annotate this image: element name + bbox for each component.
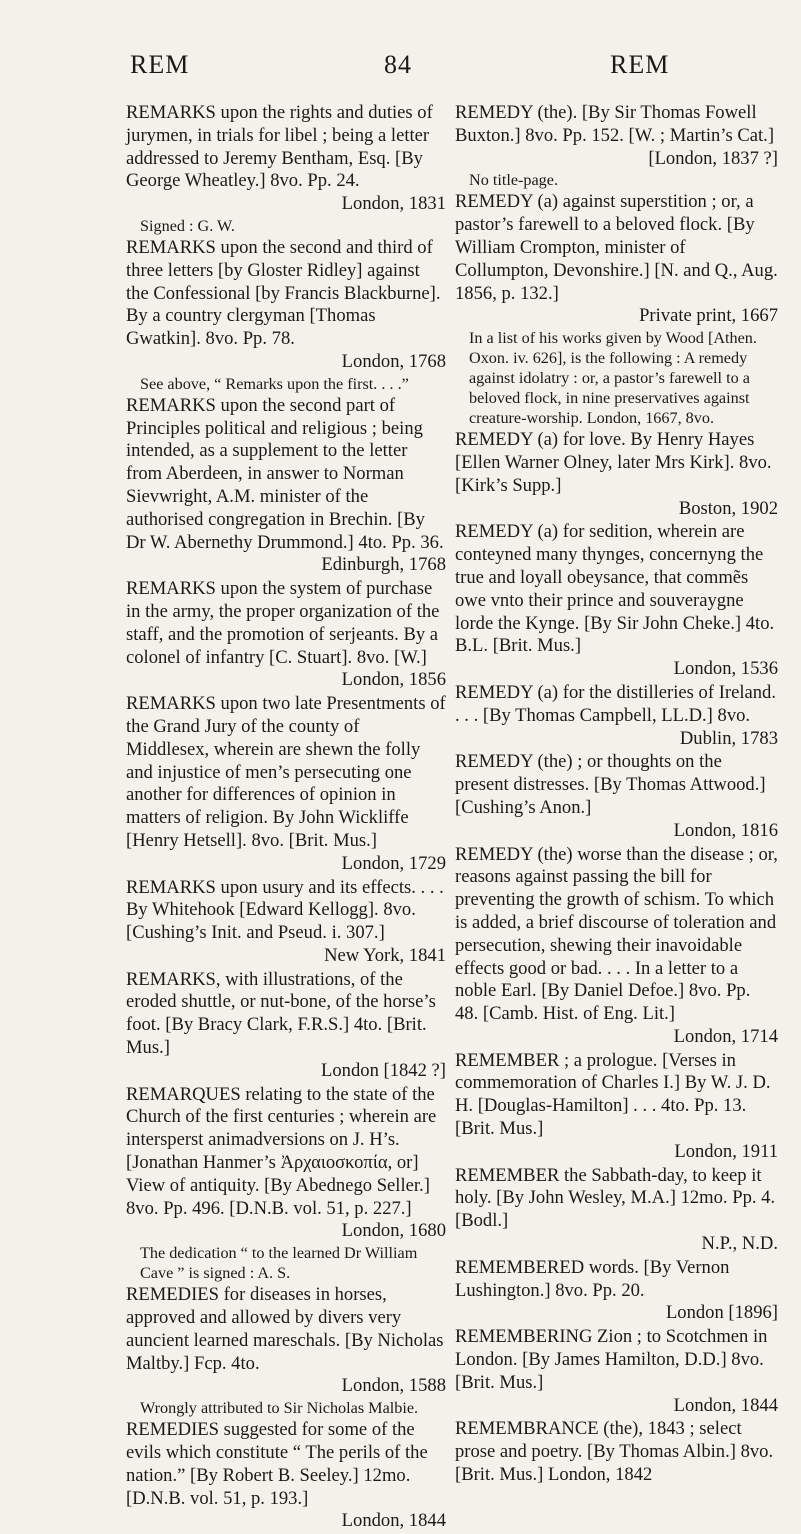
entry-imprint: London [1842 ?] xyxy=(321,1059,446,1081)
entry xyxy=(126,1419,446,1533)
entry-imprint: Boston, 1902 xyxy=(678,497,778,519)
entry-text: REMEDIES suggested for some of the evils which constitute “ The perils of the nation.” [By Robert B. Seeley.] 12mo. [D.N.B. vol. 51, p. 193.] xyxy=(126,1419,428,1509)
entry-imprint: Dublin, 1783 xyxy=(679,727,778,749)
entry-note: The dedication “ to the learned Dr William Cave ” is signed : A. S. xyxy=(140,1244,418,1283)
entry xyxy=(455,102,778,190)
entry-imprint: London, 1768 xyxy=(341,350,446,372)
page-number: 84 xyxy=(384,50,412,79)
header-right: REM xyxy=(610,50,670,79)
entry-note: In a list of his works given by Wood [Athen. Oxon. iv. 626], is the following : A remedy against idolatry : or, a pastor’s farewell to a beloved flock, in nine preservatives against creature-worship. London, 1667, 8vo. xyxy=(469,329,757,428)
right-column xyxy=(455,102,778,1488)
header-left: REM xyxy=(130,50,190,79)
entry-text: REMEDY (a) for sedition, wherein are conteyned many thynges, concernyng the true and loyall obeysance, that commẽs owe vnto their prince and souveraygne lorde the Kynge. [By Sir John Cheke.] 4to. B.L. [Brit. Mus.] xyxy=(455,521,775,657)
entry xyxy=(455,751,778,842)
entry-imprint: London, 1816 xyxy=(673,819,778,841)
entry-text: REMEMBERED words. [By Vernon Lushington.] 8vo. Pp. 20. xyxy=(455,1256,730,1301)
entry xyxy=(126,102,446,236)
entry-text: REMARKS upon the second part of Principles political and religious ; being intended, as a supplement to the letter from Aberdeen, in answer to Norman Sievwright, A.M. minister of the authorised congregation in Brechin. [By Dr W. Abernethy Drummond.] 4to. Pp. 36. xyxy=(126,394,444,553)
entry xyxy=(455,1257,778,1325)
running-header xyxy=(0,50,801,82)
entry-text: REMEMBERING Zion ; to Scotchmen in London. [By James Hamilton, D.D.] 8vo. [Brit. Mus.] xyxy=(455,1326,768,1393)
entry xyxy=(126,969,446,1083)
entry xyxy=(126,578,446,692)
entry xyxy=(126,1284,446,1418)
entry-text: REMEMBER ; a prologue. [Verses in commemoration of Charles I.] By W. J. D. H. [Douglas-Hamilton] . . . 4to. Pp. 13. [Brit. Mus.] xyxy=(455,1049,771,1140)
entry-text: REMEDY (a) for the distilleries of Ireland. . . . [By Thomas Campbell, LL.D.] 8vo. xyxy=(455,681,776,726)
entry-imprint: N.P., N.D. xyxy=(701,1233,778,1255)
entry xyxy=(455,429,778,520)
entry xyxy=(126,693,446,875)
entry-imprint: London, 1831 xyxy=(341,193,446,215)
entry-text: REMEDY (the). [By Sir Thomas Fowell Buxton.] 8vo. Pp. 152. [W. ; Martin’s Cat.] xyxy=(455,102,775,146)
entry-note: See above, “ Remarks upon the first. . . .” xyxy=(140,374,409,393)
entry-imprint: London, 1844 xyxy=(673,1394,778,1416)
entry xyxy=(126,1084,446,1284)
entry xyxy=(455,1418,778,1486)
entry-note: Wrongly attributed to Sir Nicholas Malbie. xyxy=(140,1399,419,1418)
entry-imprint: London, 1729 xyxy=(341,852,446,874)
entry-imprint: London, 1844 xyxy=(341,1510,446,1532)
entry-text: REMARKS upon two late Presentments of the Grand Jury of the county of Middlesex, wherein are shewn the folly and injustice of men’s persecuting one another for differences of opinion in matters of religion. By John Wickliffe [Henry Hetsell]. 8vo. [Brit. Mus.] xyxy=(126,693,446,851)
entry xyxy=(126,237,446,394)
entry-imprint: Private print, 1667 xyxy=(639,305,778,327)
entry-text: REMEDIES for diseases in horses, approved and allowed by divers very auncient learned mareschals. [By Nicholas Maltby.] Fcp. 4to. xyxy=(126,1284,444,1374)
entry-imprint: London, 1588 xyxy=(341,1375,446,1397)
entry-imprint: London, 1680 xyxy=(341,1220,446,1242)
entry-note: Signed : G. W. xyxy=(140,216,235,235)
entry xyxy=(126,877,446,968)
entry-text: REMEMBRANCE (the), 1843 ; select prose and poetry. [By Thomas Albin.] 8vo. [Brit. Mus.] London, 1842 xyxy=(455,1418,774,1486)
left-column xyxy=(126,102,446,1534)
entry xyxy=(455,844,778,1049)
entry xyxy=(455,1050,778,1164)
entry-imprint: London, 1911 xyxy=(674,1140,778,1162)
entry-imprint: London, 1856 xyxy=(341,669,446,691)
entry-text: REMARKS upon the system of purchase in the army, the proper organization of the staff, and the promotion of serjeants. By a colonel of infantry [C. Stuart]. 8vo. [W.] xyxy=(126,578,440,668)
entry-text: REMARKS upon the rights and duties of jurymen, in trials for libel ; being a letter addressed to Jeremy Bentham, Esq. [By George Wheatley.] 8vo. Pp. 24. xyxy=(126,102,433,192)
entry xyxy=(455,1326,778,1417)
entry-imprint: London [1896] xyxy=(665,1302,778,1324)
entry-text: REMARKS, with illustrations, of the eroded shuttle, or nut-bone, of the horse’s foot. [By Bracy Clark, F.R.S.] 4to. [Brit. Mus.] xyxy=(126,968,436,1059)
entry xyxy=(126,395,446,577)
entry xyxy=(455,191,778,428)
entry-imprint: London, 1536 xyxy=(673,658,778,680)
entry-text: REMEDY (a) against superstition ; or, a pastor’s farewell to a beloved flock. [By William Crompton, minister of Collumpton, Devonshire.] [N. and Q., Aug. 1856, p. 132.] xyxy=(455,191,778,304)
entry-text: REMEDY (the) ; or thoughts on the present distresses. [By Thomas Attwood.] [Cushing’s Anon.] xyxy=(455,751,766,818)
entry-imprint: Edinburgh, 1768 xyxy=(321,554,446,576)
entry xyxy=(455,521,778,681)
entry xyxy=(455,1165,778,1256)
entry-note: No title-page. xyxy=(469,171,558,190)
entry-text: REMEMBER the Sabbath-day, to keep it holy. [By John Wesley, M.A.] 12mo. Pp. 4. [Bodl.] xyxy=(455,1164,776,1232)
entry-text: REMARQUES relating to the state of the Church of the first centuries ; wherein are intersperst animadversions on J. H’s. [Jonathan Hanmer’s Ἀρχαιοσκοπία, or] View of antiquity. [By Abednego Seller.] 8vo. Pp. 496. [D.N.B. vol. 51, p. 227.] xyxy=(126,1083,437,1219)
entry-imprint: [London, 1837 ?] xyxy=(648,147,778,169)
entry-text: REMEDY (the) worse than the disease ; or, reasons against passing the bill for preventing the growth of schism. To which is added, a brief discourse of toleration and persecution, shewing their inavoidable effects good or bad. . . . In a letter to a noble Earl. [By Daniel Defoe.] 8vo. Pp. 48. [Camb. Hist. of Eng. Lit.] xyxy=(455,843,778,1025)
entry-text: REMARKS upon usury and its effects. . . . By Whitehook [Edward Kellogg]. 8vo. [Cushing’s Init. and Pseud. i. 307.] xyxy=(126,876,444,944)
entry-text: REMARKS upon the second and third of three letters [by Gloster Ridley] against the Confessional [by Francis Blackburne]. By a country clergyman [Thomas Gwatkin]. 8vo. Pp. 78. xyxy=(126,236,441,350)
entry-text: REMEDY (a) for love. By Henry Hayes [Ellen Warner Olney, later Mrs Kirk]. 8vo. [Kirk’s Supp.] xyxy=(455,429,772,496)
entry xyxy=(455,682,778,750)
entry-imprint: New York, 1841 xyxy=(324,944,446,966)
entry-imprint: London, 1714 xyxy=(673,1025,778,1047)
